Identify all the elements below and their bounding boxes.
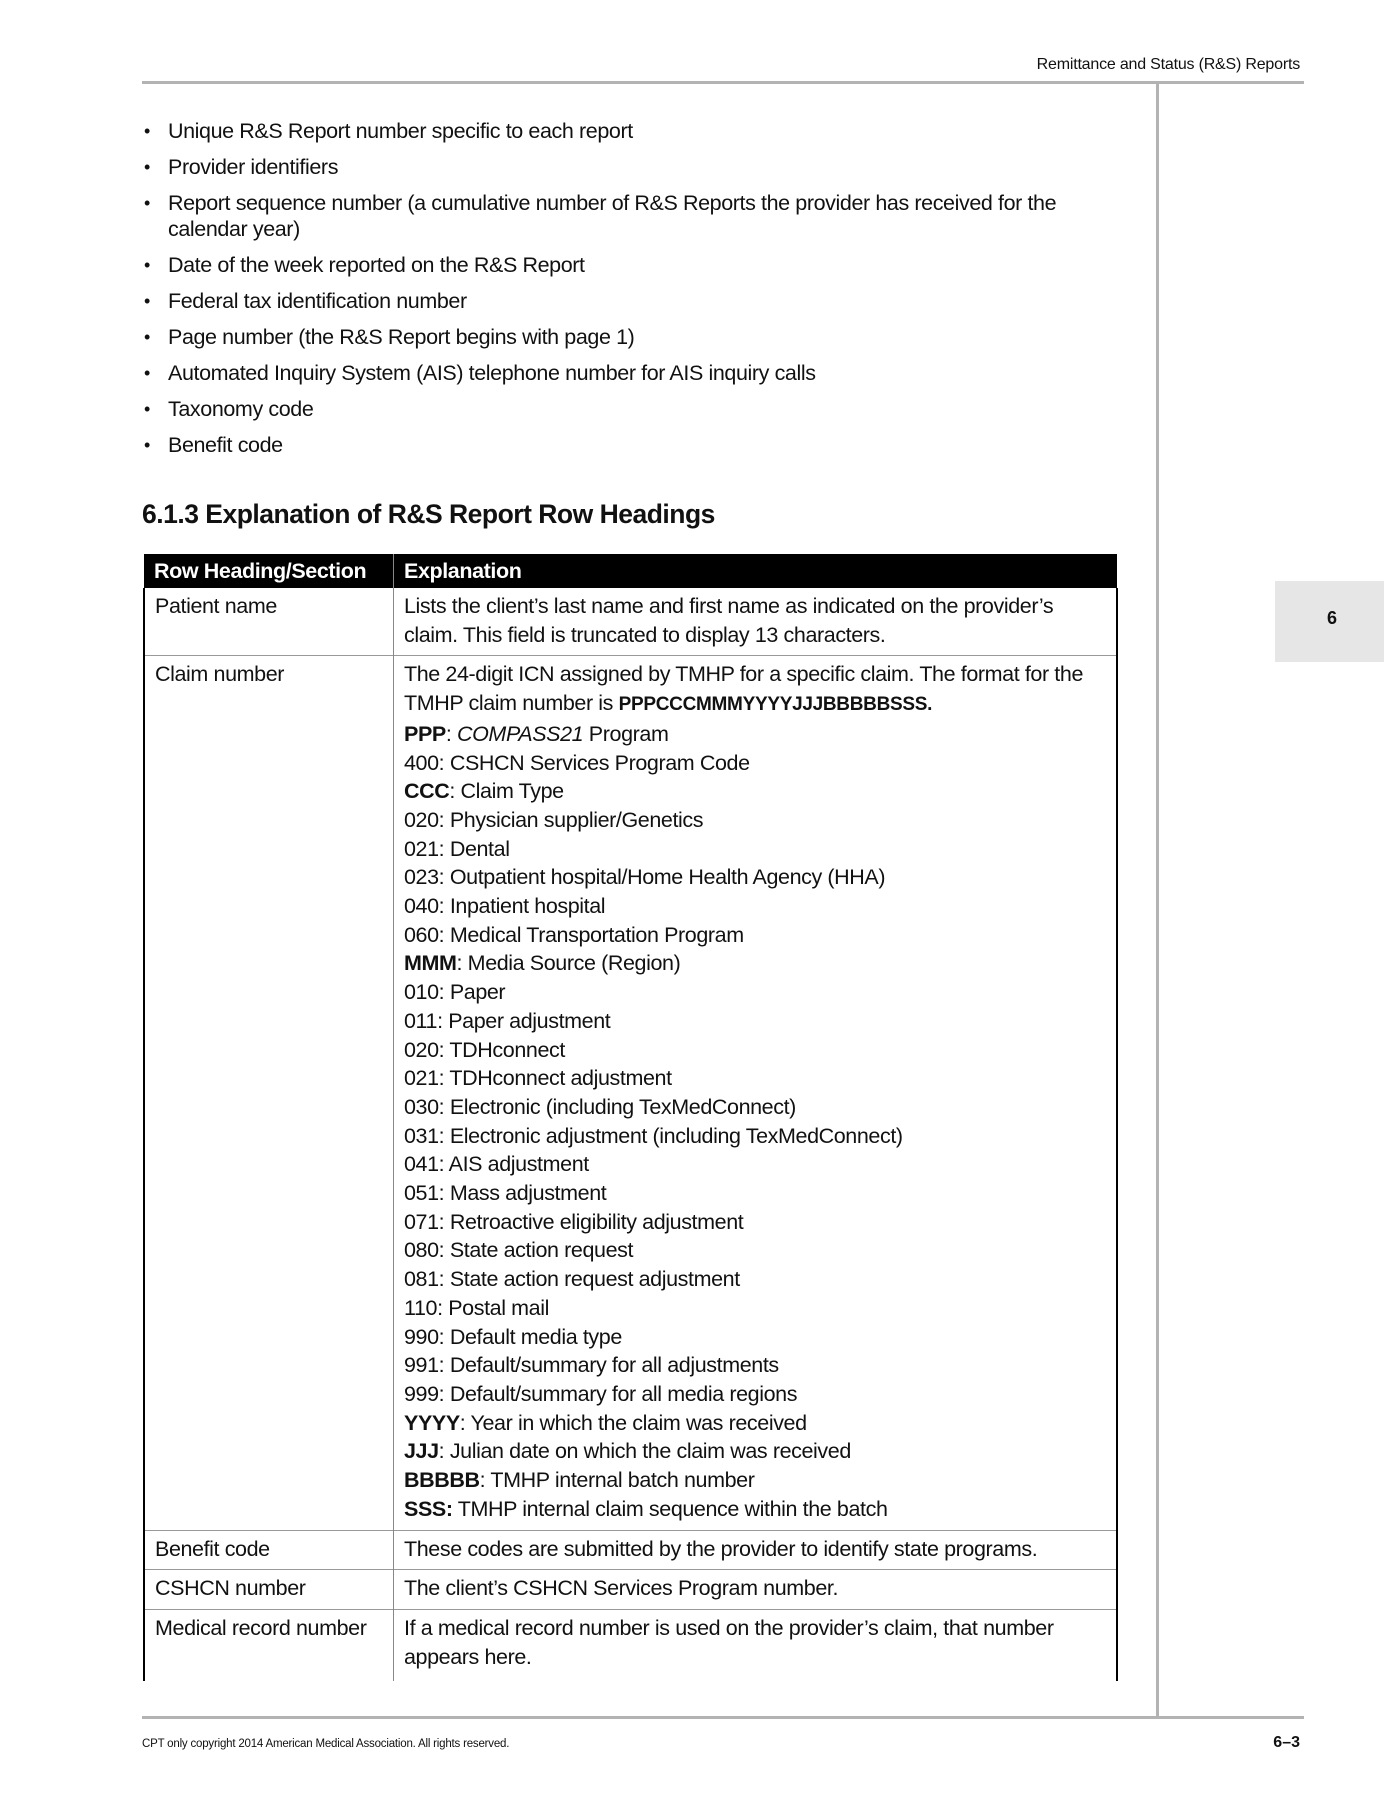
code-line: 110: Postal mail [404, 1295, 549, 1320]
code-key: JJJ [404, 1439, 439, 1464]
code-line: 023: Outpatient hospital/Home Health Agency (HHA) [404, 865, 886, 890]
code-line: 400: CSHCN Services Program Code [404, 750, 750, 775]
running-header-title: Remittance and Status (R&S) Reports [1036, 56, 1300, 73]
explanation-cell: These codes are submitted by the provider to identify state programs. [394, 1530, 1118, 1570]
footer-rule [142, 1716, 1304, 1719]
list-item: • Unique R&S Report number specific to each report [140, 118, 1120, 144]
list-item: • Report sequence number (a cumulative number of R&S Reports the provider has received for the calendar year) [140, 190, 1120, 242]
code-line: 060: Medical Transportation Program [404, 922, 744, 947]
code-key: PPP [404, 721, 446, 746]
table-row [144, 1570, 1117, 1610]
code-line: 991: Default/summary for all adjustments [404, 1353, 779, 1378]
table-header-row [144, 554, 1117, 588]
list-item: • Page number (the R&S Report begins with page 1) [140, 324, 1120, 350]
code-desc: : Julian date on which the claim was received [438, 1439, 851, 1464]
claim-number-intro: The 24-digit ICN assigned by TMHP for a specific claim. The format for the TMHP claim number is [404, 662, 1083, 716]
list-item: • Date of the week reported on the R&S Report [140, 252, 1120, 278]
code-line [404, 1409, 1108, 1438]
code-line: 990: Default media type [404, 1324, 622, 1349]
table-row [144, 656, 1117, 1530]
code-line [404, 777, 1108, 806]
list-item: • Federal tax identification number [140, 288, 1120, 314]
table-row [144, 1530, 1117, 1570]
chapter-tab [1275, 581, 1384, 662]
report-fields-list [140, 118, 1120, 468]
table-row [144, 1609, 1117, 1681]
list-item: • Taxonomy code [140, 396, 1120, 422]
code-line: 020: TDHconnect [404, 1037, 565, 1062]
code-line [404, 1495, 1108, 1524]
explanation-cell: The client’s CSHCN Services Program number. [394, 1570, 1118, 1610]
list-item: • Automated Inquiry System (AIS) telephone number for AIS inquiry calls [140, 360, 1120, 386]
code-line: 031: Electronic adjustment (including TexMedConnect) [404, 1123, 903, 1148]
code-desc: Program [583, 721, 669, 746]
code-key: SSS: [404, 1496, 453, 1521]
code-key: CCC [404, 779, 450, 804]
explanation-cell: If a medical record number is used on the provider’s claim, that number appears here. [394, 1609, 1118, 1681]
code-line: 030: Electronic (including TexMedConnect) [404, 1094, 796, 1119]
code-line: 040: Inpatient hospital [404, 894, 606, 919]
code-line: 020: Physician supplier/Genetics [404, 807, 704, 832]
section-heading: 6.1.3 Explanation of R&S Report Row Headings [142, 499, 715, 529]
explanation-cell: Lists the client’s last name and first name as indicated on the provider’s claim. This field is truncated to display 13 characters. [394, 588, 1118, 656]
code-line [404, 720, 1108, 749]
code-line [404, 1466, 1108, 1495]
code-line: 071: Retroactive eligibility adjustment [404, 1209, 744, 1234]
code-sep: : [445, 721, 457, 746]
code-line: 010: Paper [404, 980, 506, 1005]
row-heading-cell: Medical record number [144, 1609, 394, 1681]
code-desc: : Media Source (Region) [456, 951, 681, 976]
claim-number-format: PPPCCCMMMYYYYJJJBBBBBSSS. [618, 694, 933, 716]
margin-divider [1156, 84, 1159, 1718]
row-heading-cell: CSHCN number [144, 1570, 394, 1610]
code-key: YYYY [404, 1410, 460, 1435]
row-headings-table [143, 554, 1118, 1681]
code-desc: : Claim Type [449, 779, 564, 804]
row-heading-cell: Claim number [144, 656, 394, 1530]
code-desc: : Year in which the claim was received [459, 1410, 807, 1435]
code-line: 999: Default/summary for all media regions [404, 1381, 798, 1406]
explanation-cell [394, 656, 1118, 1530]
code-line: 080: State action request [404, 1238, 634, 1263]
list-item: • Provider identifiers [140, 154, 1120, 180]
chapter-tab-label: 6 [1327, 608, 1338, 628]
code-line: 041: AIS adjustment [404, 1152, 589, 1177]
code-line: 051: Mass adjustment [404, 1181, 607, 1206]
code-line [404, 1437, 1108, 1466]
table-row [144, 588, 1117, 656]
code-desc: : TMHP internal batch number [479, 1468, 755, 1493]
code-line: 021: TDHconnect adjustment [404, 1066, 672, 1091]
code-desc: TMHP internal claim sequence within the batch [452, 1496, 888, 1521]
code-italic: COMPASS21 [456, 721, 584, 746]
column-header-row-heading: Row Heading/Section [144, 554, 394, 588]
code-line [404, 949, 1108, 978]
row-heading-cell: Patient name [144, 588, 394, 656]
code-key: BBBBB [404, 1468, 480, 1493]
row-heading-cell: Benefit code [144, 1530, 394, 1570]
page-number: 6–3 [1273, 1734, 1300, 1751]
column-header-explanation: Explanation [394, 554, 1118, 588]
code-key: MMM [404, 951, 457, 976]
code-line: 021: Dental [404, 836, 510, 861]
code-line: 011: Paper adjustment [404, 1008, 611, 1033]
header-rule [142, 81, 1304, 84]
footer-copyright: CPT only copyright 2014 American Medical Association. All rights reserved. [142, 1738, 510, 1750]
code-line: 081: State action request adjustment [404, 1267, 740, 1292]
list-item: • Benefit code [140, 432, 1120, 458]
